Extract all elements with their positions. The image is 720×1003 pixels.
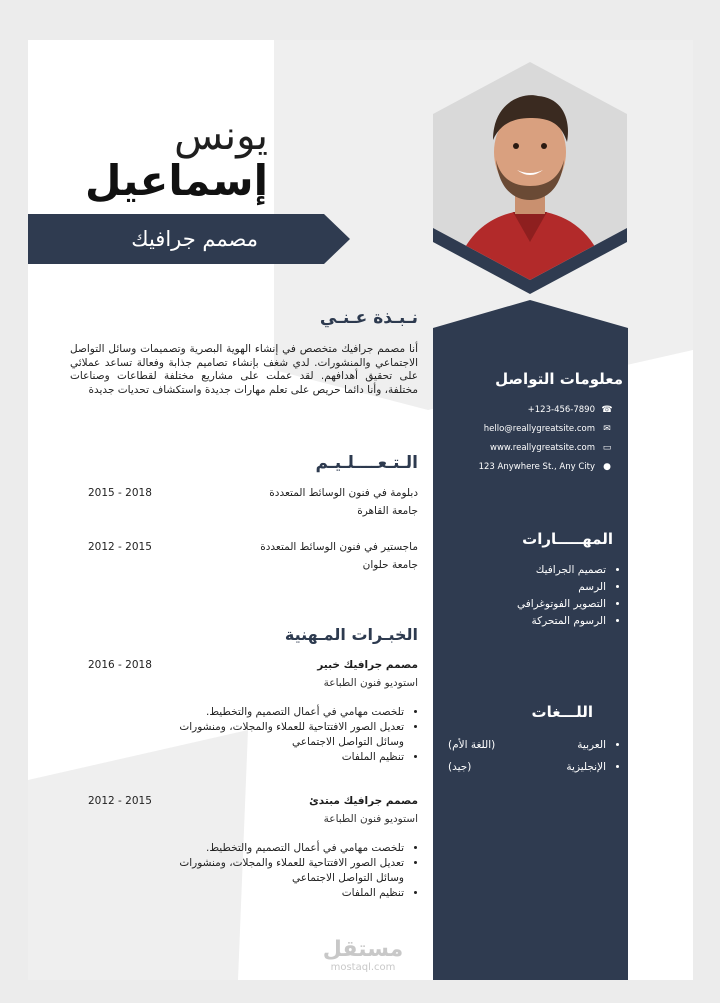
skill-item: • الرسم [448,579,606,596]
experience-company: استوديو فنون الطباعة [323,813,418,825]
skills-title: المهـــــارات [522,530,613,548]
experience-bullet: • تنظيم الملفات [164,750,404,765]
profile-photo [433,62,628,294]
phone-text: +123-456-7890 [527,405,595,415]
experience-bullet: • تنظيم الملفات [164,886,404,901]
experience-role: مصمم جرافيك مبتدئ [309,795,418,807]
website-icon: ▭ [602,443,612,453]
experience-title: الخبـرات المـهنية [284,625,418,644]
skill-item: • التصوير الفوتوغرافي [448,596,606,613]
email-text[interactable]: hello@reallygreatsite.com [483,424,595,434]
contact-title: معلومات التواصل [495,370,623,388]
watermark-latin: mostaql.com [330,962,396,973]
education-years: 2015 - 2018 [88,487,152,499]
about-title: نـبـذة عـنـي [319,308,418,328]
skill-item: • تصميم الجرافيك [448,562,606,579]
experience-item [88,795,418,915]
watermark [313,938,413,974]
contact-website[interactable] [448,441,613,457]
education-school: جامعة حلوان [362,559,418,571]
experience-bullets [164,705,418,765]
language-item [448,756,606,778]
contact-phone [448,403,613,419]
education-degree: دبلومة في فنون الوسائط المتعددة [269,487,418,499]
phone-icon: ☎ [601,405,613,415]
education-item [88,487,418,527]
skill-item: • الرسوم المتحركة [448,613,606,630]
education-years: 2012 - 2015 [88,541,152,553]
language-item [448,734,606,756]
experience-company: استوديو فنون الطباعة [323,677,418,689]
experience-bullet: • تلخصت مهامي في أعمال التصميم والتخطيط. [164,841,404,856]
experience-role: مصمم جرافيك خبير [317,659,418,671]
last-name: إسماعيل [85,156,268,205]
contact-email[interactable] [448,422,613,438]
languages-list [448,734,618,778]
experience-bullet: • تعديل الصور الافتتاحية للعملاء والمجلات، ومنشورات وسائل التواصل الاجتماعي [164,720,404,750]
experience-bullets [164,841,418,901]
education-title: الـتـعــــلـيـم [315,453,418,473]
skills-list [448,562,618,630]
resume-page [28,40,693,980]
experience-years: 2016 - 2018 [88,659,152,671]
education-degree: ماجستير في فنون الوسائط المتعددة [260,541,418,553]
language-name: العربية [577,739,606,751]
contact-address [448,460,613,476]
languages-title: اللـــغات [531,703,593,721]
job-title: مصمم جرافيك [131,227,258,251]
address-text: 123 Anywhere St., Any City [478,462,595,472]
watermark-arabic: مستقل [322,937,404,962]
education-school: جامعة القاهرة [357,505,418,517]
experience-item [88,659,418,779]
education-item [88,541,418,581]
language-level: (جيد) [448,761,472,773]
about-text: أنا مصمم جرافيك متخصص في إنشاء الهوية البصرية وتصميمات وسائل التواصل الاجتماعي والمنشورات. لدي شغف بإنشاء تصاميم جذابة وفعالة تساعد عملائي على تحقيق أهدافهم. لقد عملت على مشاريع مختلفة لقطاعات وصناعات مختلفة، وأنا دائما حريص على تعلم مهارات جديدة واستكشاف تحديات جديدة [70,343,418,396]
email-icon: ✉ [603,424,611,434]
language-level: (اللغة الأم) [448,739,496,751]
language-name: الإنجليزية [566,761,606,773]
experience-bullet: • تعديل الصور الافتتاحية للعملاء والمجلات، ومنشورات وسائل التواصل الاجتماعي [164,856,404,886]
experience-bullet: • تلخصت مهامي في أعمال التصميم والتخطيط. [164,705,404,720]
experience-years: 2012 - 2015 [88,795,152,807]
first-name: يونس [174,113,268,159]
side-panel [433,300,628,980]
website-text[interactable]: www.reallygreatsite.com [490,443,595,453]
location-icon: ● [603,462,611,472]
